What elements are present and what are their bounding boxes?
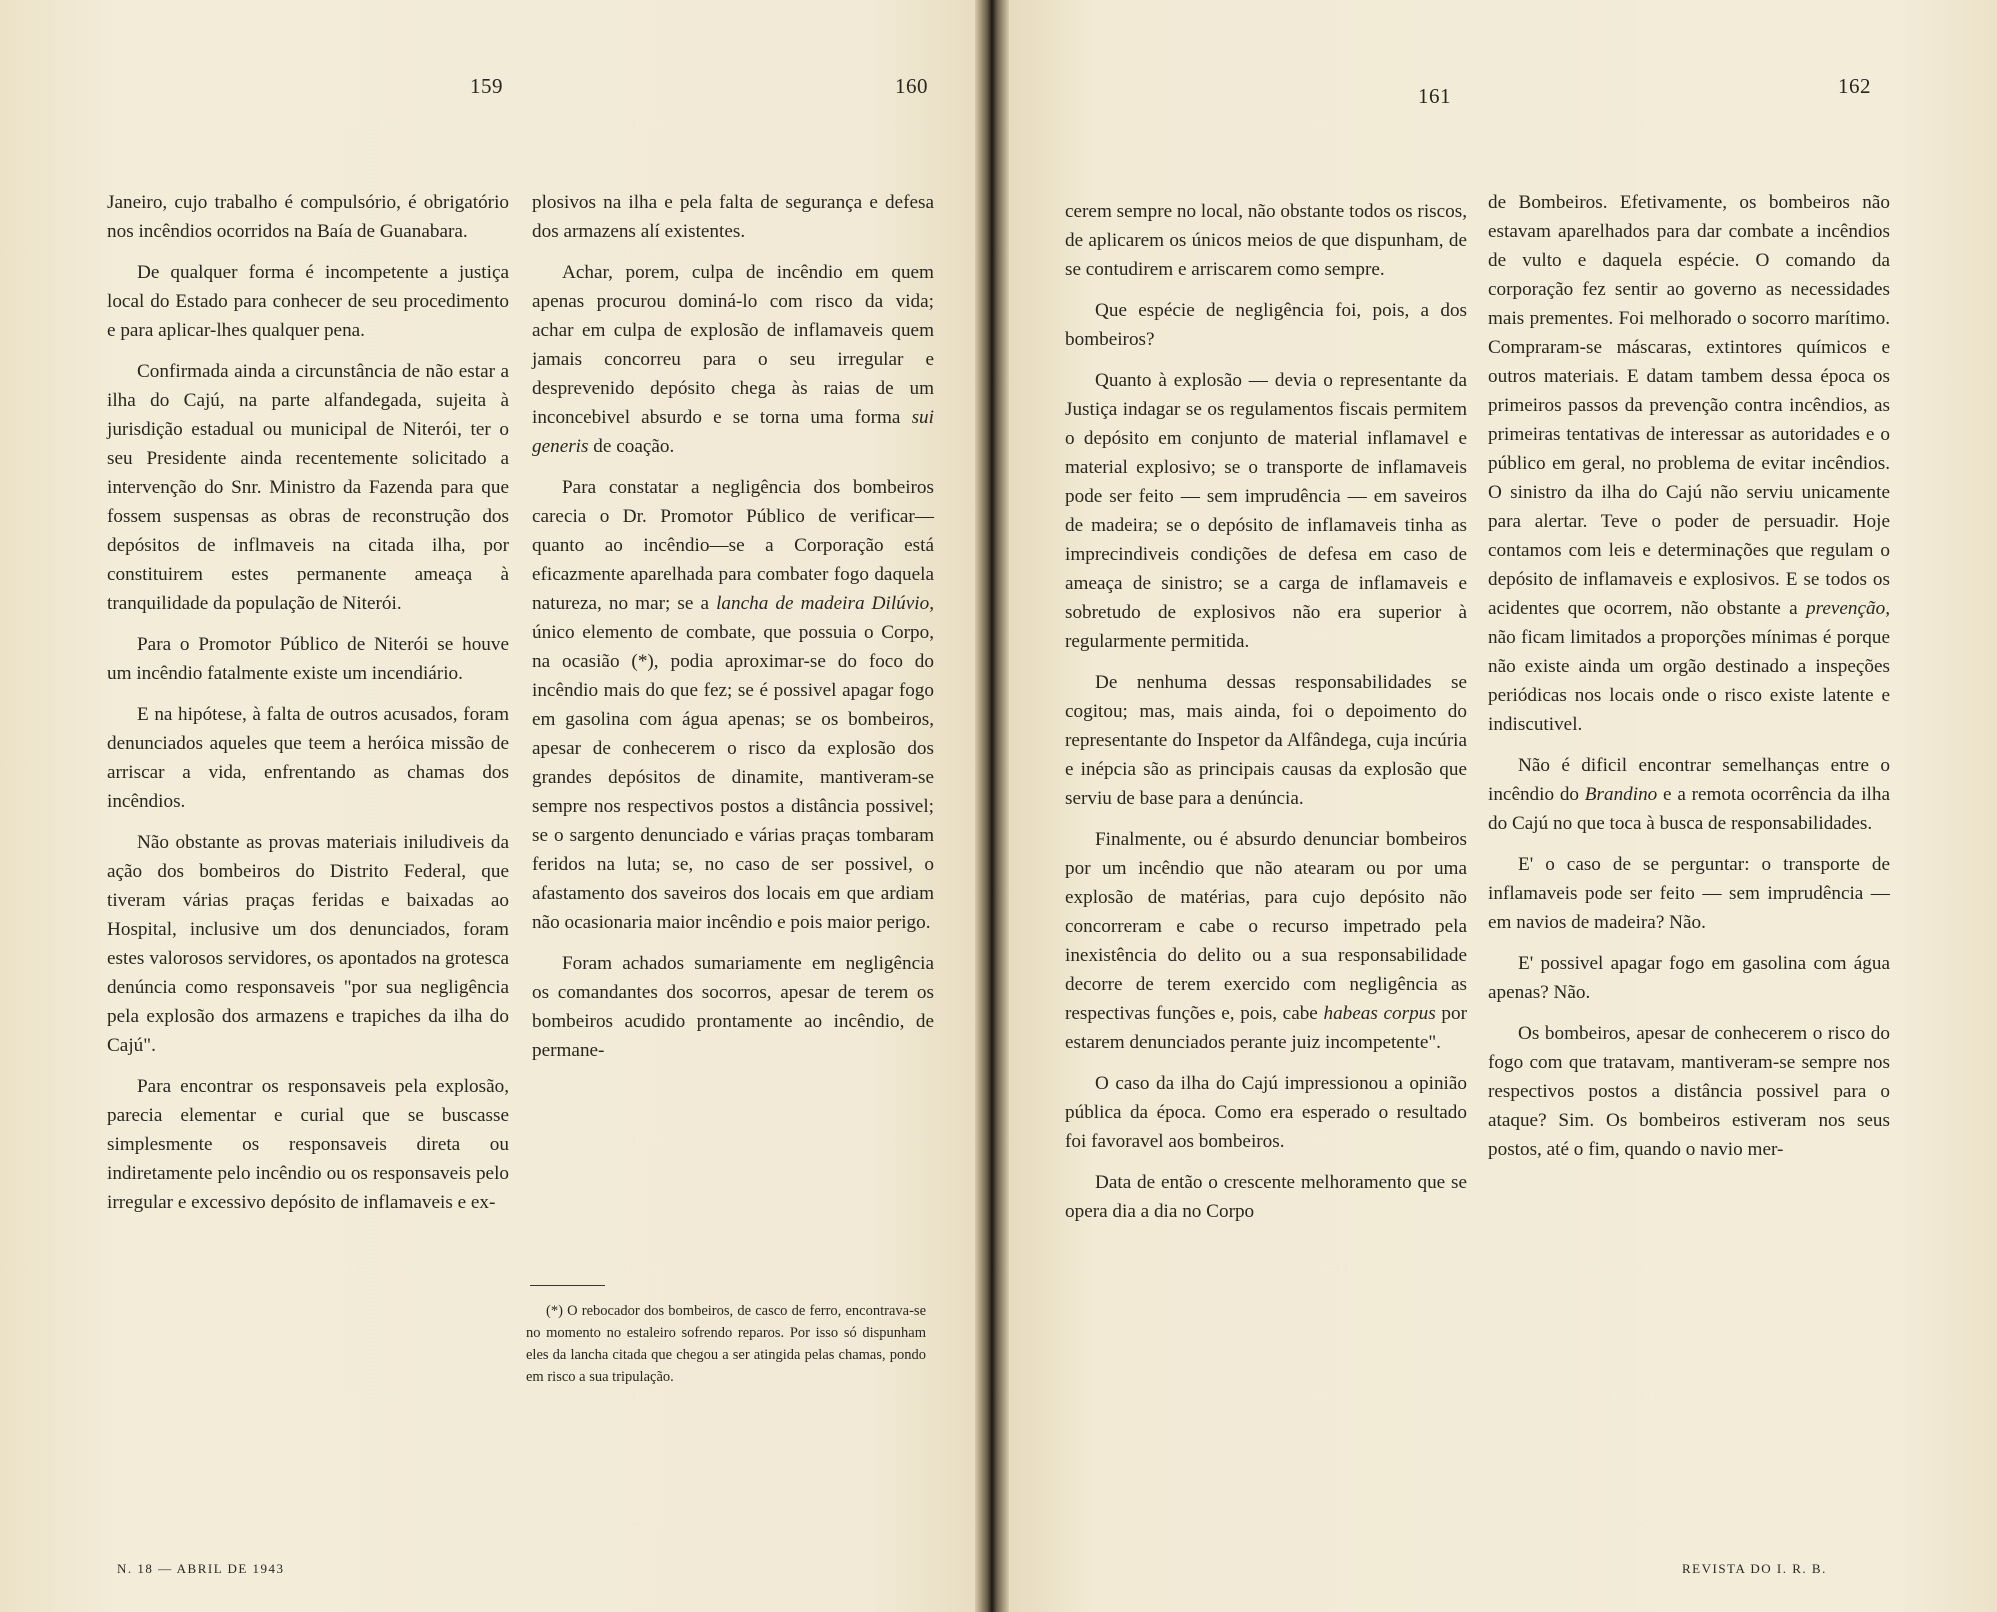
page-number-159: 159 bbox=[470, 74, 503, 98]
column-page-161 bbox=[1065, 197, 1467, 1226]
footnote-separator bbox=[530, 1285, 605, 1286]
text-span: Não é dificil encontrar semelhanças entre o incêndio do bbox=[1488, 755, 1890, 805]
page-number-161: 161 bbox=[1418, 84, 1451, 108]
footer-issue: N. 18 — ABRIL DE 1943 bbox=[117, 1561, 285, 1576]
paragraph: Foram achados sumariamente em negligência os comandantes dos socorros, apesar de terem os bombeiros acudido prontamente ao incêndio, de permane- bbox=[532, 953, 934, 1061]
text-span: de coação. bbox=[588, 436, 675, 457]
paragraph: Quanto à explosão — devia o representante da Justiça indagar se os regulamentos fiscais permitem o depósito em conjunto de material inflamavel e material explosivo; se o transporte de inflamaveis pode ser feito — sem imprudência — em saveiros de madeira; se o depósito de inflamaveis tinha as imprecindiveis condições de defesa em caso de ameaça de sinistro; se a carga de inflamaveis e sobretudo de explosivos não era superior à regularmente permitida. bbox=[1065, 370, 1467, 652]
paragraph: Janeiro, cujo trabalho é compulsório, é obrigatório nos incêndios ocorridos na Baía de Guanabara. bbox=[107, 192, 509, 242]
footnote bbox=[526, 1300, 926, 1388]
text-span: único elemento de combate, que possuia o Corpo, na ocasião (*), podia aproximar-se do foco do incêndio mais do que fez; se é possivel apagar fogo em gasolina com água apenas; se os bombeiros, apesar de conhecerem o risco da explosão dos grandes depósitos de dinamite, mantiveram-se sempre nos respectivos postos a distância possivel; se o sargento denunciado e várias praças tombaram feridos na luta; se, no caso de ser possivel, o afastamento dos saveiros dos locais em que ardiam não ocasionaria maior incêndio e pois maior perigo. bbox=[532, 622, 934, 933]
text-span: Finalmente, ou é absurdo denunciar bombeiros por um incêndio que não atearam ou por uma explosão de matérias, para cujo depósito não concorreram e cabe o recurso impetrado pela inexistência do delito ou a sua responsabilidade decorre de terem exercido com negligência as respectivas funções e, pois, cabe bbox=[1065, 829, 1467, 1024]
page-number-162: 162 bbox=[1838, 74, 1871, 98]
paragraph bbox=[1488, 751, 1890, 838]
text-span: e a remota ocorrência da ilha do Cajú no que toca à busca de responsabilidades. bbox=[1488, 784, 1890, 834]
paragraph: Data de então o crescente melhoramento que se opera dia a dia no Corpo bbox=[1065, 1172, 1467, 1222]
footer-journal: REVISTA DO I. R. B. bbox=[1682, 1561, 1827, 1576]
italic-text: prevenção, bbox=[1806, 598, 1890, 619]
paragraph bbox=[532, 258, 934, 461]
paragraph: Não obstante as provas materiais iniludiveis da ação dos bombeiros do Distrito Federal, que tiveram várias praças feridas e baixadas ao Hospital, inclusive um dos denunciados, foram estes valorosos servidores, os apontados na grotesca denúncia como responsaveis "por sua negligência pela explosão dos armazens e trapiches da ilha do Cajú". bbox=[107, 832, 509, 1056]
paragraph: Confirmada ainda a circunstância de não estar a ilha do Cajú, na parte alfandegada, sujeita à jurisdição estadual ou municipal de Niterói, ter o seu Presidente ainda recentemente solicitado a intervenção do Snr. Ministro da Fazenda para que fossem suspensas as obras de reconstrução dos depósitos de inflmaveis na citada ilha, por constituirem estes permanente ameaça à tranquilidade da população de Niterói. bbox=[107, 361, 509, 614]
text-span: por estarem denunciados perante juiz incompetente". bbox=[1065, 1003, 1467, 1053]
text-span: Achar, porem, culpa de incêndio em quem apenas procurou dominá-lo com risco da vida; achar em culpa de explosão de inflamaveis quem jamais concorreu para o seu irregular e desprevenido depósito chega às raias de um inconcebivel absurdo e se torna uma forma bbox=[532, 262, 934, 428]
paragraph: E na hipótese, à falta de outros acusados, foram denunciados aqueles que teem a heróica missão de arriscar a vida, enfrentando as chamas dos incêndios. bbox=[107, 704, 509, 812]
paragraph bbox=[1065, 825, 1467, 1057]
text-span: Para constatar a negligência dos bombeiros carecia o Dr. Promotor Público de verificar—quanto ao incêndio—se a Corporação está eficazmente aparelhada para combater fogo daquela natureza, no mar; se a bbox=[532, 477, 934, 614]
paragraph: De nenhuma dessas responsabilidades se cogitou; mas, mais ainda, foi o depoimento do representante do Inspetor da Alfândega, cuja incúria e inépcia são as principais causas da explosão que serviu de base para a denúncia. bbox=[1065, 672, 1467, 809]
footnote-text: (*) O rebocador dos bombeiros, de casco de ferro, encontrava-se no momento no estaleiro sofrendo reparos. Por isso só dispunham eles da lancha citada que chegou a ser atingida pelas chamas, pondo em risco a sua tripulação. bbox=[526, 1303, 926, 1385]
column-page-160 bbox=[532, 188, 934, 1065]
italic-text: habeas corpus bbox=[1323, 1003, 1436, 1024]
paragraph: O caso da ilha do Cajú impressionou a opinião pública da época. Como era esperado o resultado foi favoravel aos bombeiros. bbox=[1065, 1073, 1467, 1152]
book-gutter bbox=[975, 0, 1009, 1612]
paragraph: plosivos na ilha e pela falta de segurança e defesa dos armazens alí existentes. bbox=[532, 192, 934, 242]
page-number-160: 160 bbox=[895, 74, 928, 98]
paragraph bbox=[1488, 188, 1890, 739]
paragraph: Os bombeiros, apesar de conhecerem o risco do fogo com que tratavam, mantiveram-se sempre nos respectivos postos a distância possivel para o ataque? Sim. Os bombeiros estiveram nos seus postos, até o fim, quando o navio mer- bbox=[1488, 1023, 1890, 1160]
paragraph: cerem sempre no local, não obstante todos os riscos, de aplicarem os únicos meios de que dispunham, de se contudirem e arriscarem como sempre. bbox=[1065, 201, 1467, 280]
paragraph: Para o Promotor Público de Niterói se houve um incêndio fatalmente existe um incendiário. bbox=[107, 634, 509, 684]
italic-text: Brandino bbox=[1584, 784, 1658, 805]
paragraph bbox=[532, 473, 934, 937]
column-page-162 bbox=[1488, 188, 1890, 1164]
column-page-159 bbox=[107, 188, 509, 1217]
paragraph: Para encontrar os responsaveis pela explosão, parecia elementar e curial que se buscasse simplesmente os responsaveis direta ou indiretamente pelo incêndio ou os responsaveis pelo irregular e excessivo depósito de inflamaveis e ex- bbox=[107, 1076, 509, 1213]
italic-text: lancha de madeira Dilúvio, bbox=[716, 593, 934, 614]
paragraph: Que espécie de negligência foi, pois, a dos bombeiros? bbox=[1065, 300, 1467, 350]
italic-text: sui generis bbox=[532, 407, 934, 457]
text-span: não ficam limitados a proporções mínimas é porque não existe ainda um orgão destinado a inspeções periódicas nos locais onde o risco existe latente e indiscutivel. bbox=[1488, 627, 1890, 735]
text-span: de Bombeiros. Efetivamente, os bombeiros não estavam aparelhados para dar combate a incêndios de vulto e daquela espécie. O comando da corporação fez sentir ao governo as necessidades mais prementes. Foi melhorado o socorro marítimo. Compraram-se máscaras, extintores químicos e outros materiais. E datam tambem dessa época os primeiros passos da prevenção contra incêndios, as primeiras tentativas de interessar as autoridades e o público em geral, no problema de evitar incêndios. O sinistro da ilha do Cajú não serviu unicamente para alertar. Teve o poder de persuadir. Hoje contamos com leis e determinações que regulam o depósito de inflamaveis e explosivos. E se todos os acidentes que ocorrem, não obstante a bbox=[1488, 192, 1890, 619]
paragraph: E' o caso de se perguntar: o transporte de inflamaveis pode ser feito — sem imprudência — em navios de madeira? Não. bbox=[1488, 854, 1890, 933]
paragraph: De qualquer forma é incompetente a justiça local do Estado para conhecer de seu procedimento e para aplicar-lhes qualquer pena. bbox=[107, 262, 509, 341]
paragraph: E' possivel apagar fogo em gasolina com água apenas? Não. bbox=[1488, 953, 1890, 1003]
